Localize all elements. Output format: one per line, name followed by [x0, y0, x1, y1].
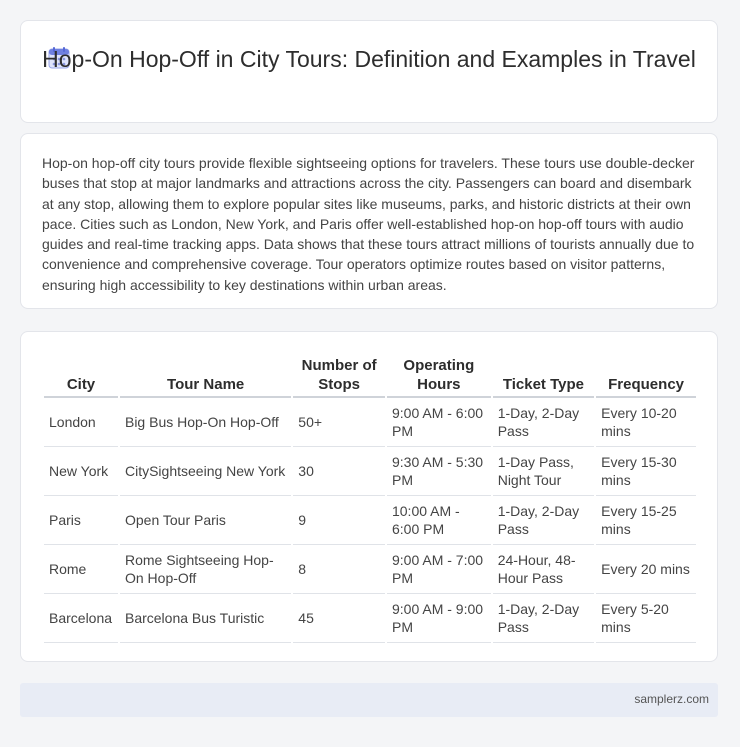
table-cell: Barcelona Bus Turistic: [120, 594, 291, 643]
table-cell: 24-Hour, 48-Hour Pass: [493, 545, 594, 594]
table-cell: 9:30 AM - 5:30 PM: [387, 447, 491, 496]
table-cell: 1-Day, 2-Day Pass: [493, 594, 594, 643]
table-cell: 9:00 AM - 6:00 PM: [387, 398, 491, 447]
tours-table: [42, 352, 698, 643]
table-row: [44, 594, 696, 643]
table-cell: 10:00 AM - 6:00 PM: [387, 496, 491, 545]
column-header: Number of Stops: [293, 352, 385, 398]
table-card: [20, 331, 718, 662]
table-cell: Every 15-30 mins: [596, 447, 696, 496]
table-cell: New York: [44, 447, 118, 496]
intro-paragraph: Hop-on hop-off city tours provide flexible sightseeing options for travelers. These tours use double-decker buses that stop at major landmarks and attractions across the city. Passengers can board and disembark at any stop, allowing them to explore popular sites like museums, parks, and historic districts at their own pace. Cities such as London, New York, and Paris offer well-established hop-on hop-off tours with audio guides and real-time tracking apps. Data shows that these tours attract millions of tourists annually due to convenience and comprehensive coverage. Tour operators optimize routes based on visitor patterns, ensuring high accessibility to key destinations within urban areas.: [42, 155, 695, 293]
table-cell: Every 15-25 mins: [596, 496, 696, 545]
table-row: [44, 545, 696, 594]
table-cell: 30: [293, 447, 385, 496]
table-cell: Big Bus Hop-On Hop-Off: [120, 398, 291, 447]
column-header: Tour Name: [120, 352, 291, 398]
table-cell: 1-Day, 2-Day Pass: [493, 496, 594, 545]
table-cell: 45: [293, 594, 385, 643]
table-cell: Paris: [44, 496, 118, 545]
table-cell: Rome: [44, 545, 118, 594]
table-row: [44, 447, 696, 496]
table-cell: 50+: [293, 398, 385, 447]
table-row: [44, 398, 696, 447]
table-cell: Barcelona: [44, 594, 118, 643]
table-cell: CitySightseeing New York: [120, 447, 291, 496]
table-row: [44, 496, 696, 545]
table-cell: 9: [293, 496, 385, 545]
table-cell: 1-Day Pass, Night Tour: [493, 447, 594, 496]
column-header: Frequency: [596, 352, 696, 398]
column-header: Ticket Type: [493, 352, 594, 398]
intro-card: [20, 133, 718, 309]
table-cell: 8: [293, 545, 385, 594]
table-cell: 9:00 AM - 9:00 PM: [387, 594, 491, 643]
table-cell: London: [44, 398, 118, 447]
table-cell: Every 10-20 mins: [596, 398, 696, 447]
page-title: Hop-On Hop-Off in City Tours: Definition and Examples in Travel: [42, 46, 696, 72]
table-cell: Every 20 mins: [596, 545, 696, 594]
table-cell: Open Tour Paris: [120, 496, 291, 545]
table-cell: 1-Day, 2-Day Pass: [493, 398, 594, 447]
footer-bar: [20, 683, 718, 717]
title-card: [20, 20, 718, 123]
table-cell: 9:00 AM - 7:00 PM: [387, 545, 491, 594]
column-header: City: [44, 352, 118, 398]
table-cell: Every 5-20 mins: [596, 594, 696, 643]
table-header-row: [44, 352, 696, 398]
footer-site-link[interactable]: samplerz.com: [634, 692, 709, 706]
table-cell: Rome Sightseeing Hop-On Hop-Off: [120, 545, 291, 594]
column-header: Operating Hours: [387, 352, 491, 398]
